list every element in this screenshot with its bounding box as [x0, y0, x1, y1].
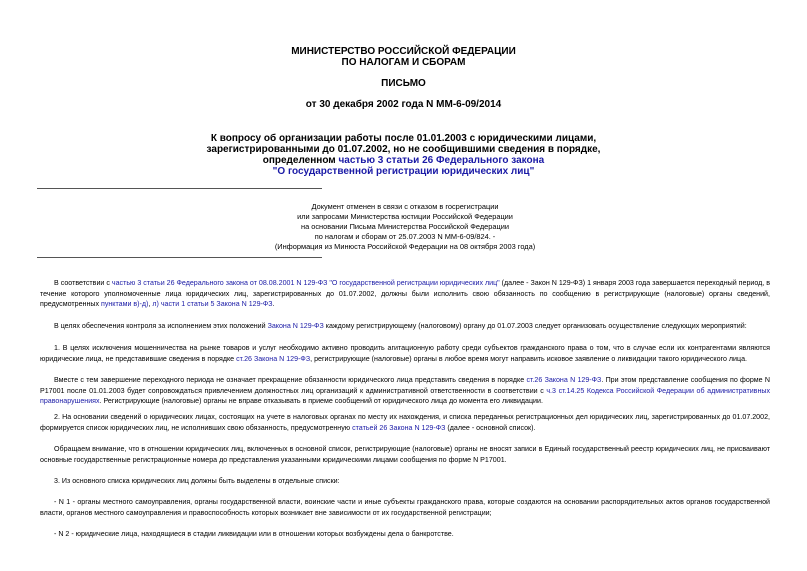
law-article-link[interactable]: частью 3 статьи 26 Федерального закона — [338, 155, 545, 166]
paragraph-2 — [40, 321, 770, 332]
note-line-3: на основании Письма Министерства Российской Федерации — [301, 222, 509, 231]
ministry-line-1: МИНИСТЕРСТВО РОССИЙСКОЙ ФЕДЕРАЦИИ — [291, 46, 516, 57]
p1-text-3: , — [148, 300, 153, 308]
subject-line-1: К вопросу об организации работы после 01.01.2003 с юридическими лицами, — [210, 133, 597, 144]
p3-text-2: , регистрирующие (налоговые) органы в любое время могут направить исковое заявление о ликвидации такого юридического лица. — [310, 354, 747, 363]
p5-text-1: 2. На основании сведений о юридических лицах, состоящих на учете в налоговых органах по месту их нахождения, и списка переданных регистрационных дел юридических лиц, зарегистрированных до 01.07.2002, формируется список юридических лиц, не исполнивших свою обязанность, предусмотренную — [40, 413, 770, 432]
paragraph-5 — [40, 412, 770, 433]
revocation-note — [220, 202, 590, 252]
p4-text-3: . Регистрирующие (налоговые) органы не вправе отказывать в приеме сообщений от юридического лица до момента его ликвидации. — [99, 397, 543, 405]
p2-text-2: каждому регистрирующему (налоговому) органу до 01.07.2003 следует организовать осуществление следующих мероприятий: — [323, 322, 747, 330]
law-129-link[interactable]: частью 3 статьи 26 Федерального закона от 08.08.2001 N 129-ФЗ "О государственной регистрации юридических лиц" — [111, 279, 500, 287]
paragraph-3 — [40, 343, 770, 364]
p1-text-2: (далее - Закон N 129-ФЗ) 1 января 2003 года завершается переходный период, в течение которого уполномоченные лица юридических лиц, зарегистрированных до 01.07.2002, должны были исполнить свою обязанность по сообщению в регистрирующие (налоговые) органы сведений, предусмотренных — [40, 279, 771, 308]
note-line-2: или запросами Министерства юстиции Российской Федерации — [297, 212, 513, 221]
p1-text-4: . — [272, 300, 275, 308]
note-line-1: Документ отменен в связи с отказом в госрегистрации — [311, 202, 499, 211]
paragraph-6: Обращаем внимание, что в отношении юридических лиц, включенных в основной список, регистрирующие (налоговые) органы не вносят записи в Единый государственный реестр юридических лиц, не присваивают основные государственные регистрационные номера до представления указанными юридическими лицами сообщения по форме N Р17001. — [40, 445, 770, 464]
ministry-line-2: ПО НАЛОГАМ И СБОРАМ — [341, 57, 466, 68]
article-26-link[interactable]: ст.26 Закона N 129-ФЗ — [236, 354, 311, 363]
paragraph-9: - N 2 - юридические лица, находящиеся в стадии ликвидации или в отношении которых возбуждены дела о банкротстве. — [54, 530, 454, 538]
p3-text-1: 1. В целях исключения мошенничества на рынке товаров и услуг необходимо активно проводить агитационную работу среди субъектов гражданского права о том, что в случае если их контрагентами являются юридические лица, не представившие сведения в порядке — [40, 344, 770, 363]
p4-text-2: . При этом представление сообщения по форме N Р17001 после 01.01.2003 будет сопровождаться привлечением должностных лиц организаций к административной ответственности в соответствии с — [40, 376, 770, 395]
paragraph-8: - N 1 - органы местного самоуправления, органы государственной власти, воинские части и иные субъекты гражданского права, которые создаются на основании распорядительных актов органов государственной власти, органов местного самоуправления и правоспособность которых возникает вне зависимости от их государственной регистрации; — [40, 498, 770, 517]
law-link[interactable]: Закона N 129-ФЗ — [267, 322, 324, 330]
p5-text-2: (далее - основной список). — [445, 423, 536, 432]
admin-code-link[interactable]: ч.3 ст.14.25 Кодекса Российской Федерации об административных правонарушениях — [40, 386, 771, 405]
article-5-link[interactable]: л) части 1 статьи 5 Закона N 129-ФЗ — [152, 300, 273, 308]
divider-bottom — [37, 257, 322, 258]
article-26-link[interactable]: статьей 26 Закона N 129-ФЗ — [352, 423, 446, 432]
p4-text-1: Вместе с тем завершение переходного периода не означает прекращение обязанности юридического лица представить сведения в порядке — [54, 376, 527, 384]
law-title-link[interactable]: "О государственной регистрации юридических лиц" — [272, 166, 535, 177]
note-line-4: по налогам и сборам от 25.07.2003 N ММ-6-09/824. - — [314, 232, 496, 241]
document-date: от 30 декабря 2002 года N ММ-6-09/2014 — [305, 99, 502, 110]
paragraph-4 — [40, 375, 770, 407]
note-line-5: (Информация из Минюста Российской Федерации на 08 октября 2003 года) — [274, 242, 536, 251]
subject-text: определенном — [262, 155, 339, 166]
divider-top — [37, 188, 322, 189]
paragraph-7: 3. Из основного списка юридических лиц должны быть выделены в отдельные списки: — [54, 477, 340, 485]
article-26-link[interactable]: ст.26 Закона N 129-ФЗ — [526, 376, 602, 384]
points-link[interactable]: пунктами в)-д) — [101, 300, 149, 308]
document-type: ПИСЬМО — [381, 78, 426, 89]
subject-line-2: зарегистрированными до 01.07.2002, но не сообщившими сведения в порядке, — [206, 144, 601, 155]
p1-text-1: В соответствии с — [54, 279, 112, 287]
paragraph-1 — [40, 278, 770, 310]
p2-text-1: В целях обеспечения контроля за исполнением этих положений — [54, 322, 268, 330]
